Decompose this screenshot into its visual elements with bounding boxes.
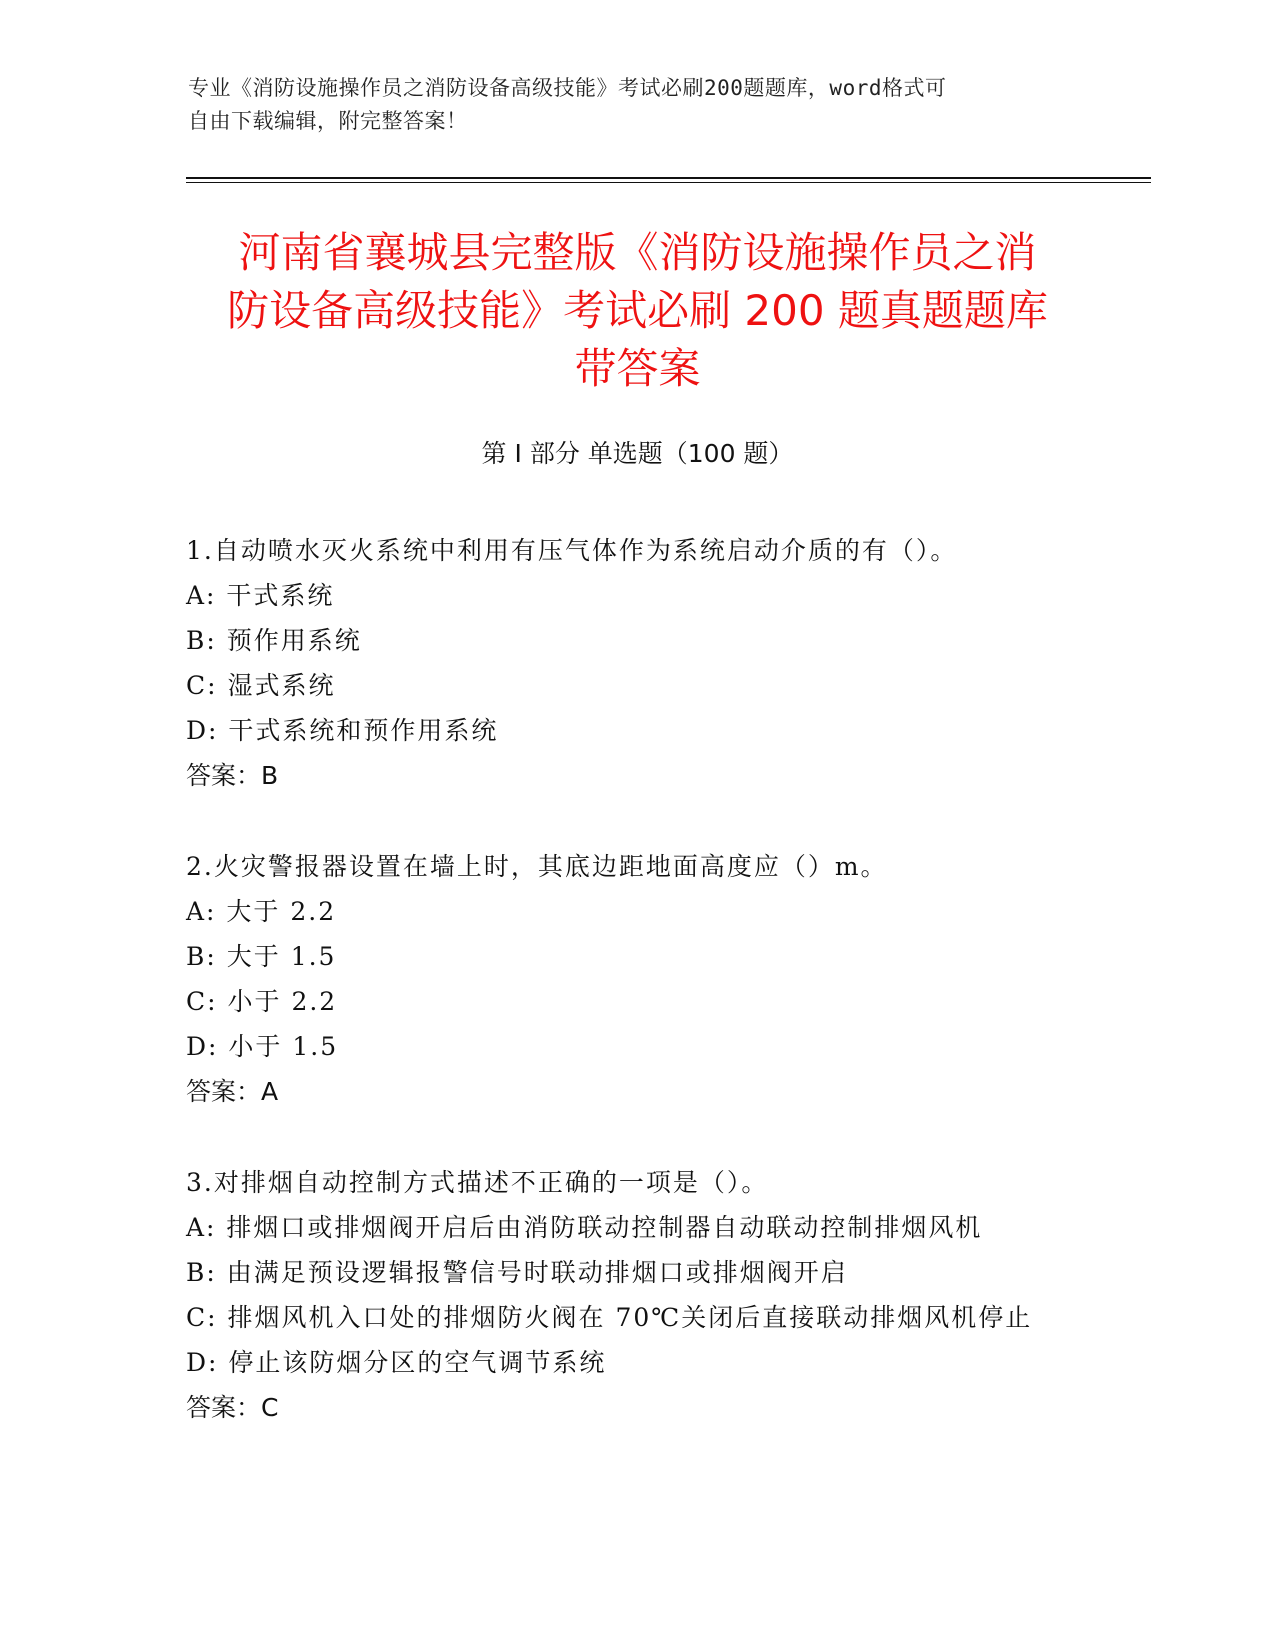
question-stem: 3.对排烟自动控制方式描述不正确的一项是（）。 (186, 1168, 769, 1197)
question-stem: 1.自动喷水灭火系统中利用有压气体作为系统启动介质的有（）。 (186, 536, 958, 565)
document-title (150, 224, 1125, 398)
question-2 (186, 844, 1146, 1114)
option-c: C: 小于 2.2 (186, 987, 338, 1016)
header-note (188, 72, 1068, 138)
answer: 答案：C (186, 1393, 279, 1422)
header-note-line-2: 自由下载编辑，附完整答案！ (188, 109, 468, 133)
header-divider-thick (186, 177, 1151, 179)
answer: 答案：A (186, 1077, 279, 1106)
question-3 (186, 1160, 1146, 1430)
option-a: A: 排烟口或排烟阀开启后由消防联动控制器自动联动控制排烟风机 (186, 1213, 983, 1242)
option-c: C: 排烟风机入口处的排烟防火阀在 70℃关闭后直接联动排烟风机停止 (186, 1303, 1033, 1332)
question-list (186, 528, 1146, 1476)
answer: 答案：B (186, 761, 279, 790)
option-d: D: 停止该防烟分区的空气调节系统 (186, 1348, 607, 1377)
option-a: A: 干式系统 (186, 581, 335, 610)
option-b: B: 由满足预设逻辑报警信号时联动排烟口或排烟阀开启 (186, 1258, 848, 1287)
option-d: D: 干式系统和预作用系统 (186, 716, 499, 745)
header-divider-thin (186, 182, 1151, 183)
section-heading: 第 I 部分 单选题（100 题） (481, 439, 794, 468)
option-c: C: 湿式系统 (186, 671, 336, 700)
document-title-line-2: 防设备高级技能》考试必刷 200 题真题题库 (227, 286, 1048, 335)
document-title-line-3: 带答案 (574, 344, 701, 393)
option-b: B: 预作用系统 (186, 626, 362, 655)
header-note-line-1: 专业《消防设施操作员之消防设备高级技能》考试必刷200题题库，word格式可 (188, 76, 947, 100)
question-1 (186, 528, 1146, 798)
document-title-line-1: 河南省襄城县完整版《消防设施操作员之消 (238, 228, 1037, 277)
option-b: B: 大于 1.5 (186, 942, 337, 971)
option-a: A: 大于 2.2 (186, 897, 337, 926)
question-stem: 2.火灾警报器设置在墙上时，其底边距地面高度应（）m。 (186, 852, 888, 881)
option-d: D: 小于 1.5 (186, 1032, 339, 1061)
